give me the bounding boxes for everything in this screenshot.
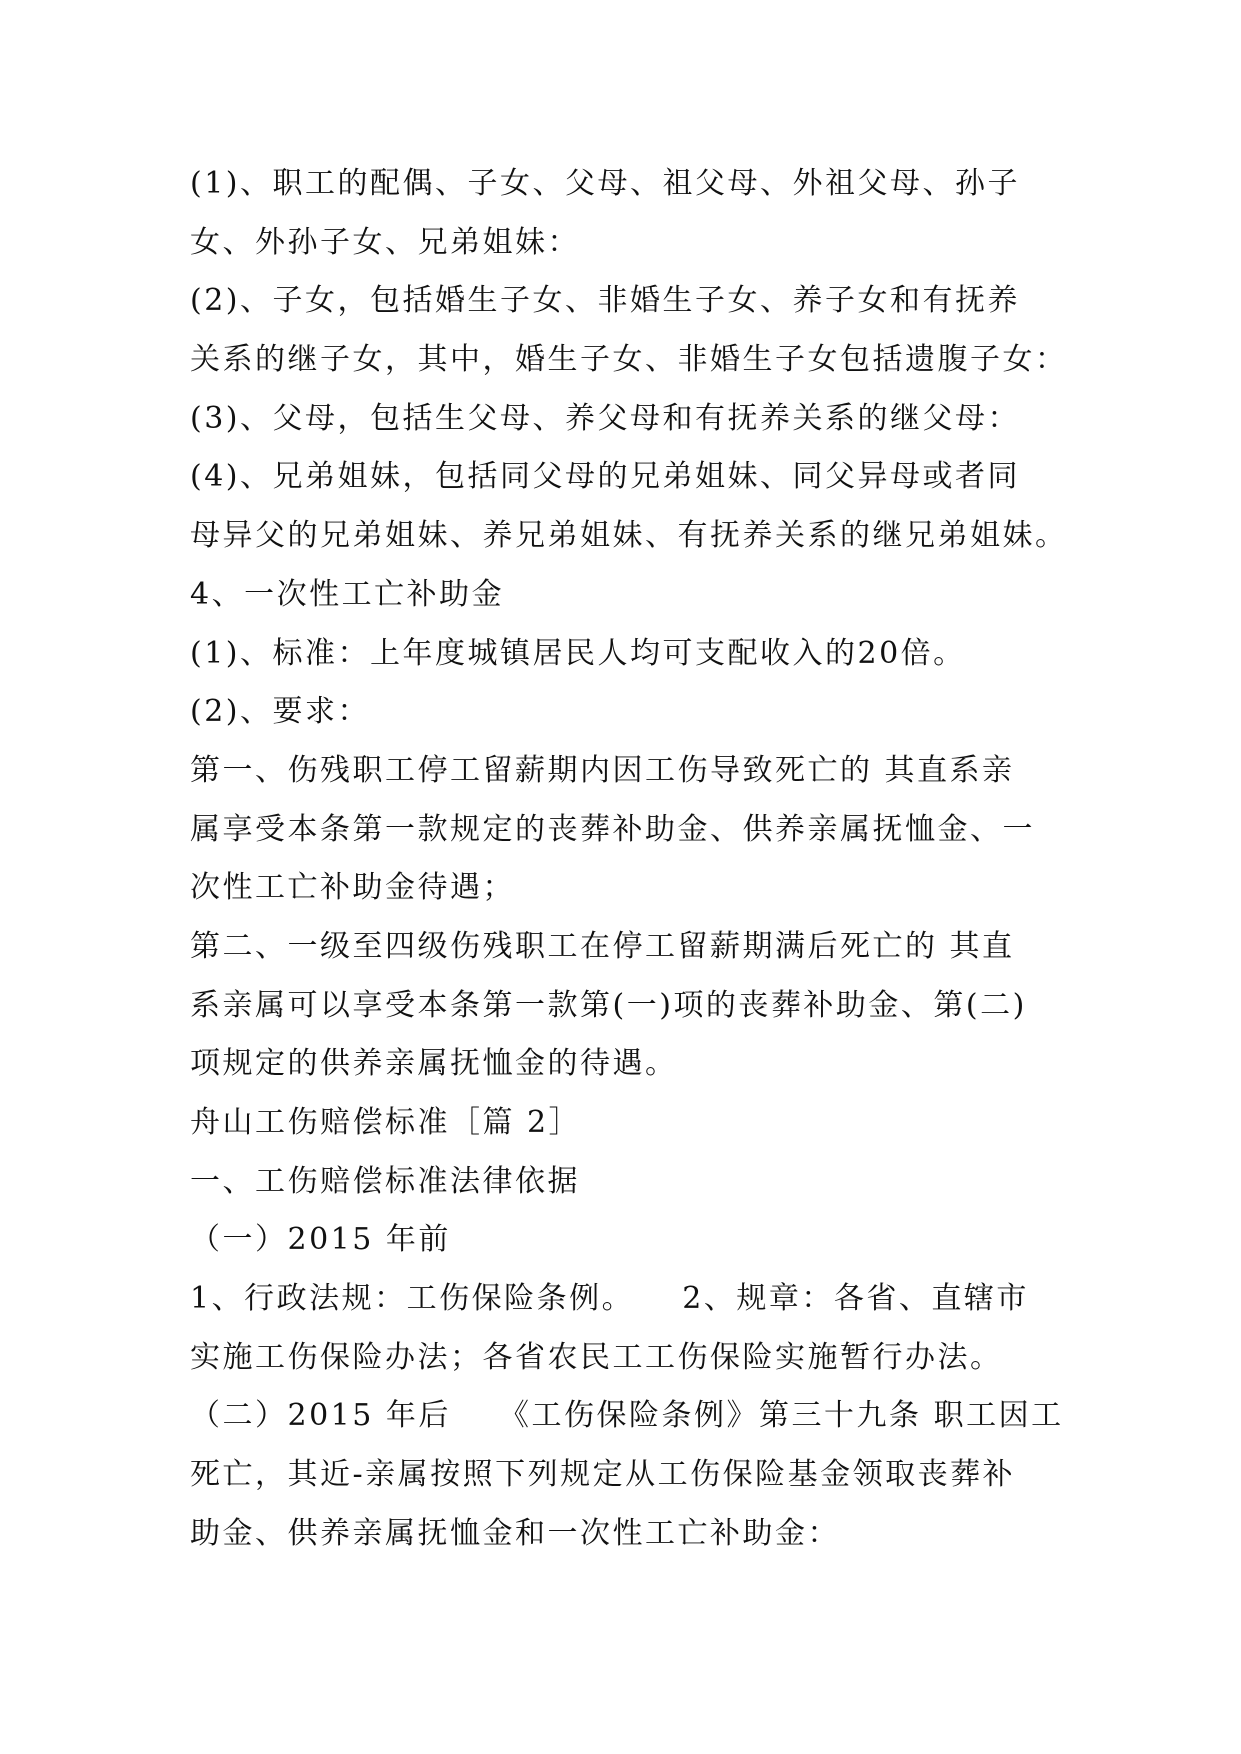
text-line: (2)、要求： bbox=[190, 694, 370, 730]
text-line: (2)、子女，包括婚生子女、非婚生子女、养子女和有抚养 bbox=[190, 283, 1020, 319]
article-title: 舟山工伤赔偿标准［篇 2］ bbox=[190, 1105, 582, 1140]
text-line: (1)、职工的配偶、子女、父母、祖父母、外祖父母、孙子 bbox=[190, 166, 1020, 201]
text-line: 关系的继子女，其中，婚生子女、非婚生子女包括遗腹子女： bbox=[190, 342, 1068, 378]
subsection-heading: （一）2015 年前 bbox=[190, 1222, 451, 1258]
text-line: 系亲属可以享受本条第一款第(一)项的丧葬补助金、第(二) bbox=[190, 987, 1027, 1023]
document-body bbox=[190, 155, 1070, 1564]
text-line: 项规定的供养亲属抚恤金的待遇。 bbox=[190, 1046, 678, 1082]
text-line: 次性工亡补助金待遇； bbox=[190, 870, 515, 906]
text-line: 母异父的兄弟姐妹、养兄弟姐妹、有抚养关系的继兄弟姐妹。 bbox=[190, 518, 1068, 554]
text-line: 第一、伤残职工停工留薪期内因工伤导致死亡的 其直系亲 bbox=[190, 752, 1015, 788]
text-line: 死亡，其近-亲属按照下列规定从工伤保险基金领取丧葬补 bbox=[190, 1457, 1016, 1493]
text-line: (1)、标准：上年度城镇居民人均可支配收入的20倍。 bbox=[190, 635, 966, 671]
text-line: 女、外孙子女、兄弟姐妹： bbox=[190, 224, 580, 260]
text-line: (3)、父母，包括生父母、养父母和有抚养关系的继父母： bbox=[190, 400, 1020, 436]
section-heading: 4、一次性工亡补助金 bbox=[190, 576, 505, 612]
text-line: 属享受本条第一款规定的丧葬补助金、供养亲属抚恤金、一 bbox=[190, 811, 1035, 847]
text-line: 实施工伤保险办法；各省农民工工伤保险实施暂行办法。 bbox=[190, 1339, 1003, 1375]
text-line: （二）2015 年后 《工伤保险条例》第三十九条 职工因工 bbox=[190, 1398, 1064, 1434]
section-heading: 一、工伤赔偿标准法律依据 bbox=[190, 1163, 580, 1199]
text-line: 助金、供养亲属抚恤金和一次性工亡补助金： bbox=[190, 1515, 840, 1551]
text-line: 第二、一级至四级伤残职工在停工留薪期满后死亡的 其直 bbox=[190, 928, 1015, 964]
text-line: (4)、兄弟姐妹，包括同父母的兄弟姐妹、同父异母或者同 bbox=[190, 459, 1020, 495]
text-line: 1、行政法规：工伤保险条例。 2、规章：各省、直辖市 bbox=[190, 1281, 1029, 1317]
